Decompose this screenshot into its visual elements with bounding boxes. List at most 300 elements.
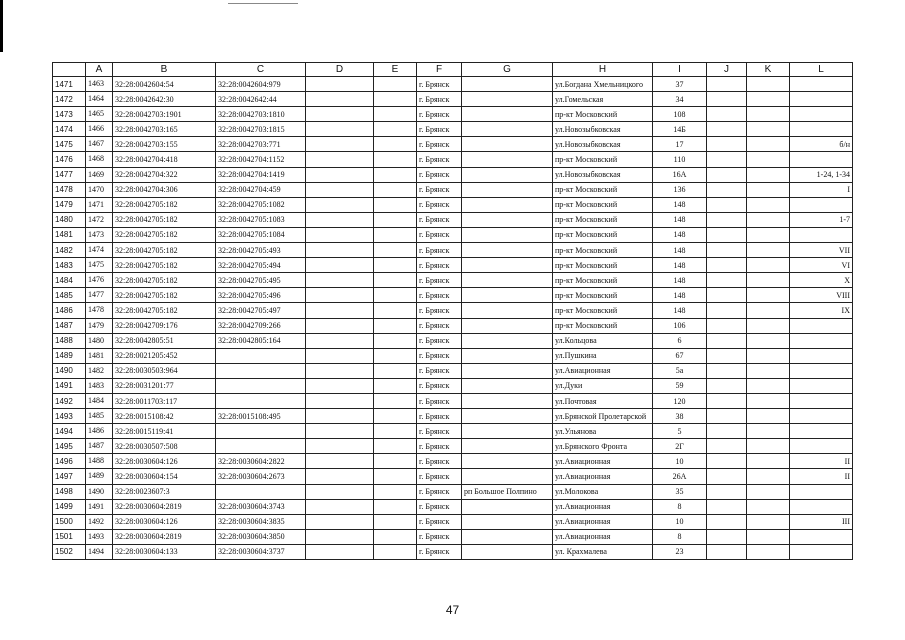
cell-i-house: 148 bbox=[653, 273, 707, 288]
table-row bbox=[53, 469, 853, 484]
cell-e bbox=[374, 258, 417, 273]
cell-i-house: 148 bbox=[653, 227, 707, 242]
cell-c-cadastral-number: 32:28:0030604:2673 bbox=[216, 469, 306, 484]
cell-a: 1483 bbox=[86, 378, 113, 393]
scan-top-line bbox=[228, 3, 298, 4]
cell-h-street: ул.Новозыбковская bbox=[553, 137, 653, 152]
cell-d bbox=[306, 273, 374, 288]
cell-f-city: г. Брянск bbox=[417, 152, 462, 167]
cell-k bbox=[747, 137, 790, 152]
cell-k bbox=[747, 439, 790, 454]
cell-g-settlement bbox=[462, 514, 553, 529]
table-row bbox=[53, 137, 853, 152]
table-row bbox=[53, 424, 853, 439]
column-header: J bbox=[707, 63, 747, 77]
cell-j bbox=[707, 273, 747, 288]
cell-i-house: 136 bbox=[653, 182, 707, 197]
table-row bbox=[53, 484, 853, 499]
cell-j bbox=[707, 363, 747, 378]
table-row bbox=[53, 454, 853, 469]
row-number: 1488 bbox=[53, 333, 86, 348]
cell-g-settlement bbox=[462, 454, 553, 469]
cell-l: VII bbox=[790, 243, 853, 258]
cell-j bbox=[707, 227, 747, 242]
row-number: 1475 bbox=[53, 137, 86, 152]
cell-a: 1480 bbox=[86, 333, 113, 348]
cell-f-city: г. Брянск bbox=[417, 333, 462, 348]
cell-a: 1481 bbox=[86, 348, 113, 363]
cell-g-settlement: рп Большое Полпино bbox=[462, 484, 553, 499]
row-number: 1498 bbox=[53, 484, 86, 499]
cell-h-street: пр-кт Московский bbox=[553, 273, 653, 288]
cell-h-street: ул. Крахмалева bbox=[553, 544, 653, 559]
cell-h-street: ул.Авиационная bbox=[553, 454, 653, 469]
cell-e bbox=[374, 363, 417, 378]
cell-f-city: г. Брянск bbox=[417, 318, 462, 333]
cell-k bbox=[747, 348, 790, 363]
cell-b-cadastral-number: 32:28:0030604:133 bbox=[113, 544, 216, 559]
cell-c-cadastral-number: 32:28:0042703:1815 bbox=[216, 122, 306, 137]
cell-e bbox=[374, 122, 417, 137]
cell-b-cadastral-number: 32:28:0030604:2819 bbox=[113, 499, 216, 514]
cell-j bbox=[707, 288, 747, 303]
cell-a: 1473 bbox=[86, 227, 113, 242]
table-row bbox=[53, 288, 853, 303]
cell-d bbox=[306, 92, 374, 107]
row-number: 1499 bbox=[53, 499, 86, 514]
spreadsheet-table bbox=[52, 62, 853, 560]
cell-g-settlement bbox=[462, 499, 553, 514]
cell-f-city: г. Брянск bbox=[417, 92, 462, 107]
cell-e bbox=[374, 197, 417, 212]
cell-f-city: г. Брянск bbox=[417, 484, 462, 499]
cell-g-settlement bbox=[462, 122, 553, 137]
column-header: K bbox=[747, 63, 790, 77]
cell-d bbox=[306, 182, 374, 197]
cell-d bbox=[306, 258, 374, 273]
column-header: I bbox=[653, 63, 707, 77]
cell-b-cadastral-number: 32:28:0042703:1901 bbox=[113, 107, 216, 122]
cell-c-cadastral-number: 32:28:0042703:771 bbox=[216, 137, 306, 152]
cell-a: 1484 bbox=[86, 393, 113, 408]
cell-c-cadastral-number: 32:28:0042705:495 bbox=[216, 273, 306, 288]
cell-l bbox=[790, 348, 853, 363]
cell-d bbox=[306, 424, 374, 439]
cell-j bbox=[707, 393, 747, 408]
cell-i-house: 26А bbox=[653, 469, 707, 484]
cell-l bbox=[790, 484, 853, 499]
cell-c-cadastral-number: 32:28:0042705:493 bbox=[216, 243, 306, 258]
cell-k bbox=[747, 514, 790, 529]
cell-d bbox=[306, 378, 374, 393]
column-header: H bbox=[553, 63, 653, 77]
cell-h-street: ул.Молокова bbox=[553, 484, 653, 499]
cell-c-cadastral-number bbox=[216, 393, 306, 408]
cell-i-house: 35 bbox=[653, 484, 707, 499]
cell-d bbox=[306, 514, 374, 529]
column-header: C bbox=[216, 63, 306, 77]
table-row bbox=[53, 273, 853, 288]
cell-l: VI bbox=[790, 258, 853, 273]
row-number: 1472 bbox=[53, 92, 86, 107]
cell-f-city: г. Брянск bbox=[417, 122, 462, 137]
cell-k bbox=[747, 167, 790, 182]
cell-g-settlement bbox=[462, 348, 553, 363]
row-number: 1495 bbox=[53, 439, 86, 454]
cell-j bbox=[707, 348, 747, 363]
cell-j bbox=[707, 378, 747, 393]
cell-g-settlement bbox=[462, 137, 553, 152]
cell-k bbox=[747, 107, 790, 122]
table-row bbox=[53, 243, 853, 258]
column-header: G bbox=[462, 63, 553, 77]
cell-f-city: г. Брянск bbox=[417, 424, 462, 439]
cell-a: 1489 bbox=[86, 469, 113, 484]
cell-k bbox=[747, 77, 790, 92]
row-number: 1474 bbox=[53, 122, 86, 137]
cell-d bbox=[306, 107, 374, 122]
cell-g-settlement bbox=[462, 77, 553, 92]
scan-edge-line bbox=[0, 0, 3, 52]
row-number: 1477 bbox=[53, 167, 86, 182]
cell-b-cadastral-number: 32:28:0042704:418 bbox=[113, 152, 216, 167]
cell-g-settlement bbox=[462, 258, 553, 273]
row-number: 1484 bbox=[53, 273, 86, 288]
cell-g-settlement bbox=[462, 197, 553, 212]
cell-a: 1485 bbox=[86, 409, 113, 424]
cell-c-cadastral-number: 32:28:0042642:44 bbox=[216, 92, 306, 107]
cell-b-cadastral-number: 32:28:0023607:3 bbox=[113, 484, 216, 499]
cell-f-city: г. Брянск bbox=[417, 197, 462, 212]
cell-e bbox=[374, 273, 417, 288]
cell-b-cadastral-number: 32:28:0042642:30 bbox=[113, 92, 216, 107]
cell-c-cadastral-number bbox=[216, 363, 306, 378]
cell-e bbox=[374, 454, 417, 469]
cell-a: 1469 bbox=[86, 167, 113, 182]
cell-i-house: 148 bbox=[653, 197, 707, 212]
cell-b-cadastral-number: 32:28:0042705:182 bbox=[113, 288, 216, 303]
cell-j bbox=[707, 333, 747, 348]
table-row bbox=[53, 227, 853, 242]
row-number: 1494 bbox=[53, 424, 86, 439]
cell-h-street: ул.Авиационная bbox=[553, 514, 653, 529]
cell-d bbox=[306, 454, 374, 469]
cell-l: X bbox=[790, 273, 853, 288]
cell-f-city: г. Брянск bbox=[417, 167, 462, 182]
cell-c-cadastral-number: 32:28:0042705:1083 bbox=[216, 212, 306, 227]
cell-a: 1488 bbox=[86, 454, 113, 469]
row-number: 1497 bbox=[53, 469, 86, 484]
cell-g-settlement bbox=[462, 107, 553, 122]
row-number: 1473 bbox=[53, 107, 86, 122]
cell-k bbox=[747, 469, 790, 484]
table-row bbox=[53, 167, 853, 182]
cell-i-house: 8 bbox=[653, 529, 707, 544]
row-number: 1500 bbox=[53, 514, 86, 529]
table-row bbox=[53, 197, 853, 212]
cell-k bbox=[747, 529, 790, 544]
cell-h-street: пр-кт Московский bbox=[553, 258, 653, 273]
cell-l bbox=[790, 77, 853, 92]
cell-f-city: г. Брянск bbox=[417, 409, 462, 424]
corner-header bbox=[53, 63, 86, 77]
cell-j bbox=[707, 409, 747, 424]
cell-l bbox=[790, 333, 853, 348]
table-row bbox=[53, 318, 853, 333]
cell-l: 1-7 bbox=[790, 212, 853, 227]
cell-a: 1478 bbox=[86, 303, 113, 318]
cell-i-house: 148 bbox=[653, 288, 707, 303]
cell-h-street: ул.Пушкина bbox=[553, 348, 653, 363]
cell-h-street: ул.Авиационная bbox=[553, 529, 653, 544]
cell-f-city: г. Брянск bbox=[417, 243, 462, 258]
cell-f-city: г. Брянск bbox=[417, 439, 462, 454]
cell-l bbox=[790, 439, 853, 454]
cell-h-street: ул.Кольцова bbox=[553, 333, 653, 348]
cell-i-house: 110 bbox=[653, 152, 707, 167]
cell-b-cadastral-number: 32:28:0030604:2819 bbox=[113, 529, 216, 544]
cell-a: 1471 bbox=[86, 197, 113, 212]
cell-j bbox=[707, 182, 747, 197]
cell-f-city: г. Брянск bbox=[417, 212, 462, 227]
cell-a: 1494 bbox=[86, 544, 113, 559]
cell-i-house: 148 bbox=[653, 258, 707, 273]
row-number: 1485 bbox=[53, 288, 86, 303]
cell-e bbox=[374, 182, 417, 197]
row-number: 1490 bbox=[53, 363, 86, 378]
cell-j bbox=[707, 197, 747, 212]
cell-i-house: 38 bbox=[653, 409, 707, 424]
cell-j bbox=[707, 152, 747, 167]
cell-c-cadastral-number: 32:28:0030604:3737 bbox=[216, 544, 306, 559]
table-row bbox=[53, 439, 853, 454]
cell-g-settlement bbox=[462, 393, 553, 408]
cell-h-street: ул.Дуки bbox=[553, 378, 653, 393]
cell-b-cadastral-number: 32:28:0042705:182 bbox=[113, 197, 216, 212]
cell-j bbox=[707, 212, 747, 227]
cell-c-cadastral-number bbox=[216, 484, 306, 499]
cell-j bbox=[707, 454, 747, 469]
cell-j bbox=[707, 529, 747, 544]
row-number: 1487 bbox=[53, 318, 86, 333]
cell-e bbox=[374, 424, 417, 439]
cell-e bbox=[374, 167, 417, 182]
cell-k bbox=[747, 378, 790, 393]
cell-j bbox=[707, 92, 747, 107]
cell-l bbox=[790, 544, 853, 559]
cell-e bbox=[374, 333, 417, 348]
cell-i-house: 148 bbox=[653, 303, 707, 318]
table-row bbox=[53, 333, 853, 348]
row-number: 1491 bbox=[53, 378, 86, 393]
cell-d bbox=[306, 212, 374, 227]
cell-a: 1475 bbox=[86, 258, 113, 273]
cell-l bbox=[790, 318, 853, 333]
cell-j bbox=[707, 318, 747, 333]
cell-i-house: 120 bbox=[653, 393, 707, 408]
cell-l bbox=[790, 122, 853, 137]
cell-g-settlement bbox=[462, 378, 553, 393]
cell-a: 1492 bbox=[86, 514, 113, 529]
cell-e bbox=[374, 318, 417, 333]
cell-d bbox=[306, 484, 374, 499]
cell-a: 1482 bbox=[86, 363, 113, 378]
cell-h-street: пр-кт Московский bbox=[553, 197, 653, 212]
cell-g-settlement bbox=[462, 288, 553, 303]
cell-c-cadastral-number bbox=[216, 424, 306, 439]
cell-b-cadastral-number: 32:28:0042705:182 bbox=[113, 303, 216, 318]
cell-d bbox=[306, 243, 374, 258]
cell-j bbox=[707, 122, 747, 137]
cell-i-house: 34 bbox=[653, 92, 707, 107]
cell-d bbox=[306, 122, 374, 137]
cell-h-street: ул.Авиационная bbox=[553, 499, 653, 514]
cell-d bbox=[306, 529, 374, 544]
cell-f-city: г. Брянск bbox=[417, 303, 462, 318]
cell-h-street: ул.Новозыбковская bbox=[553, 167, 653, 182]
row-number: 1480 bbox=[53, 212, 86, 227]
cell-b-cadastral-number: 32:28:0030507:508 bbox=[113, 439, 216, 454]
cell-a: 1467 bbox=[86, 137, 113, 152]
cell-b-cadastral-number: 32:28:0015119:41 bbox=[113, 424, 216, 439]
cell-j bbox=[707, 258, 747, 273]
cell-k bbox=[747, 273, 790, 288]
cell-b-cadastral-number: 32:28:0030604:126 bbox=[113, 514, 216, 529]
cell-b-cadastral-number: 32:28:0042703:165 bbox=[113, 122, 216, 137]
cell-e bbox=[374, 484, 417, 499]
row-number: 1476 bbox=[53, 152, 86, 167]
table-row bbox=[53, 363, 853, 378]
cell-f-city: г. Брянск bbox=[417, 363, 462, 378]
cell-c-cadastral-number: 32:28:0042705:1082 bbox=[216, 197, 306, 212]
column-header: D bbox=[306, 63, 374, 77]
cell-b-cadastral-number: 32:28:0042705:182 bbox=[113, 258, 216, 273]
cell-d bbox=[306, 393, 374, 408]
cell-b-cadastral-number: 32:28:0030604:154 bbox=[113, 469, 216, 484]
cell-d bbox=[306, 363, 374, 378]
row-number: 1482 bbox=[53, 243, 86, 258]
cell-c-cadastral-number: 32:28:0042705:494 bbox=[216, 258, 306, 273]
cell-b-cadastral-number: 32:28:0030503:964 bbox=[113, 363, 216, 378]
cell-b-cadastral-number: 32:28:0030604:126 bbox=[113, 454, 216, 469]
cell-f-city: г. Брянск bbox=[417, 182, 462, 197]
cell-b-cadastral-number: 32:28:0042705:182 bbox=[113, 243, 216, 258]
cell-g-settlement bbox=[462, 363, 553, 378]
cell-a: 1493 bbox=[86, 529, 113, 544]
cell-k bbox=[747, 243, 790, 258]
row-number: 1486 bbox=[53, 303, 86, 318]
cell-a: 1491 bbox=[86, 499, 113, 514]
cell-d bbox=[306, 348, 374, 363]
cell-k bbox=[747, 212, 790, 227]
cell-g-settlement bbox=[462, 273, 553, 288]
cell-k bbox=[747, 333, 790, 348]
cell-l: II bbox=[790, 454, 853, 469]
row-number: 1481 bbox=[53, 227, 86, 242]
cell-h-street: ул.Авиационная bbox=[553, 363, 653, 378]
cell-f-city: г. Брянск bbox=[417, 499, 462, 514]
cell-c-cadastral-number: 32:28:0042704:1419 bbox=[216, 167, 306, 182]
cell-b-cadastral-number: 32:28:0042704:322 bbox=[113, 167, 216, 182]
cell-h-street: пр-кт Московский bbox=[553, 243, 653, 258]
table-row bbox=[53, 92, 853, 107]
cell-l bbox=[790, 92, 853, 107]
cell-e bbox=[374, 152, 417, 167]
table-row bbox=[53, 499, 853, 514]
cell-g-settlement bbox=[462, 92, 553, 107]
cell-g-settlement bbox=[462, 544, 553, 559]
cell-g-settlement bbox=[462, 152, 553, 167]
cell-l bbox=[790, 227, 853, 242]
cell-c-cadastral-number: 32:28:0042704:1152 bbox=[216, 152, 306, 167]
cell-k bbox=[747, 92, 790, 107]
cell-c-cadastral-number: 32:28:0042805:164 bbox=[216, 333, 306, 348]
cell-k bbox=[747, 499, 790, 514]
cell-a: 1472 bbox=[86, 212, 113, 227]
cell-j bbox=[707, 107, 747, 122]
cell-b-cadastral-number: 32:28:0042704:306 bbox=[113, 182, 216, 197]
cell-l bbox=[790, 197, 853, 212]
cell-d bbox=[306, 227, 374, 242]
cell-f-city: г. Брянск bbox=[417, 273, 462, 288]
cell-j bbox=[707, 469, 747, 484]
cell-k bbox=[747, 409, 790, 424]
table-row bbox=[53, 122, 853, 137]
cell-j bbox=[707, 77, 747, 92]
cell-l bbox=[790, 152, 853, 167]
cell-a: 1476 bbox=[86, 273, 113, 288]
table-row bbox=[53, 107, 853, 122]
cell-c-cadastral-number: 32:28:0042705:497 bbox=[216, 303, 306, 318]
cell-g-settlement bbox=[462, 469, 553, 484]
cell-i-house: 10 bbox=[653, 514, 707, 529]
cell-l bbox=[790, 424, 853, 439]
cell-a: 1470 bbox=[86, 182, 113, 197]
table-row bbox=[53, 303, 853, 318]
cell-k bbox=[747, 152, 790, 167]
row-number: 1492 bbox=[53, 393, 86, 408]
table-row bbox=[53, 348, 853, 363]
cell-k bbox=[747, 424, 790, 439]
cell-i-house: 8 bbox=[653, 499, 707, 514]
cell-g-settlement bbox=[462, 212, 553, 227]
cell-l bbox=[790, 107, 853, 122]
cell-i-house: 67 bbox=[653, 348, 707, 363]
cell-g-settlement bbox=[462, 182, 553, 197]
cell-b-cadastral-number: 32:28:0011703:117 bbox=[113, 393, 216, 408]
cell-e bbox=[374, 544, 417, 559]
cell-e bbox=[374, 469, 417, 484]
cell-f-city: г. Брянск bbox=[417, 454, 462, 469]
cell-e bbox=[374, 92, 417, 107]
cell-h-street: пр-кт Московский bbox=[553, 303, 653, 318]
cell-c-cadastral-number: 32:28:0042705:496 bbox=[216, 288, 306, 303]
table-row bbox=[53, 152, 853, 167]
cell-f-city: г. Брянск bbox=[417, 544, 462, 559]
cell-i-house: 10 bbox=[653, 454, 707, 469]
table-row bbox=[53, 529, 853, 544]
cell-h-street: пр-кт Московский bbox=[553, 152, 653, 167]
row-number: 1483 bbox=[53, 258, 86, 273]
cell-b-cadastral-number: 32:28:0042705:182 bbox=[113, 273, 216, 288]
table-row bbox=[53, 258, 853, 273]
cell-h-street: пр-кт Московский bbox=[553, 318, 653, 333]
cell-c-cadastral-number: 32:28:0042704:459 bbox=[216, 182, 306, 197]
row-number: 1479 bbox=[53, 197, 86, 212]
cell-g-settlement bbox=[462, 424, 553, 439]
cell-f-city: г. Брянск bbox=[417, 514, 462, 529]
cell-b-cadastral-number: 32:28:0042709:176 bbox=[113, 318, 216, 333]
